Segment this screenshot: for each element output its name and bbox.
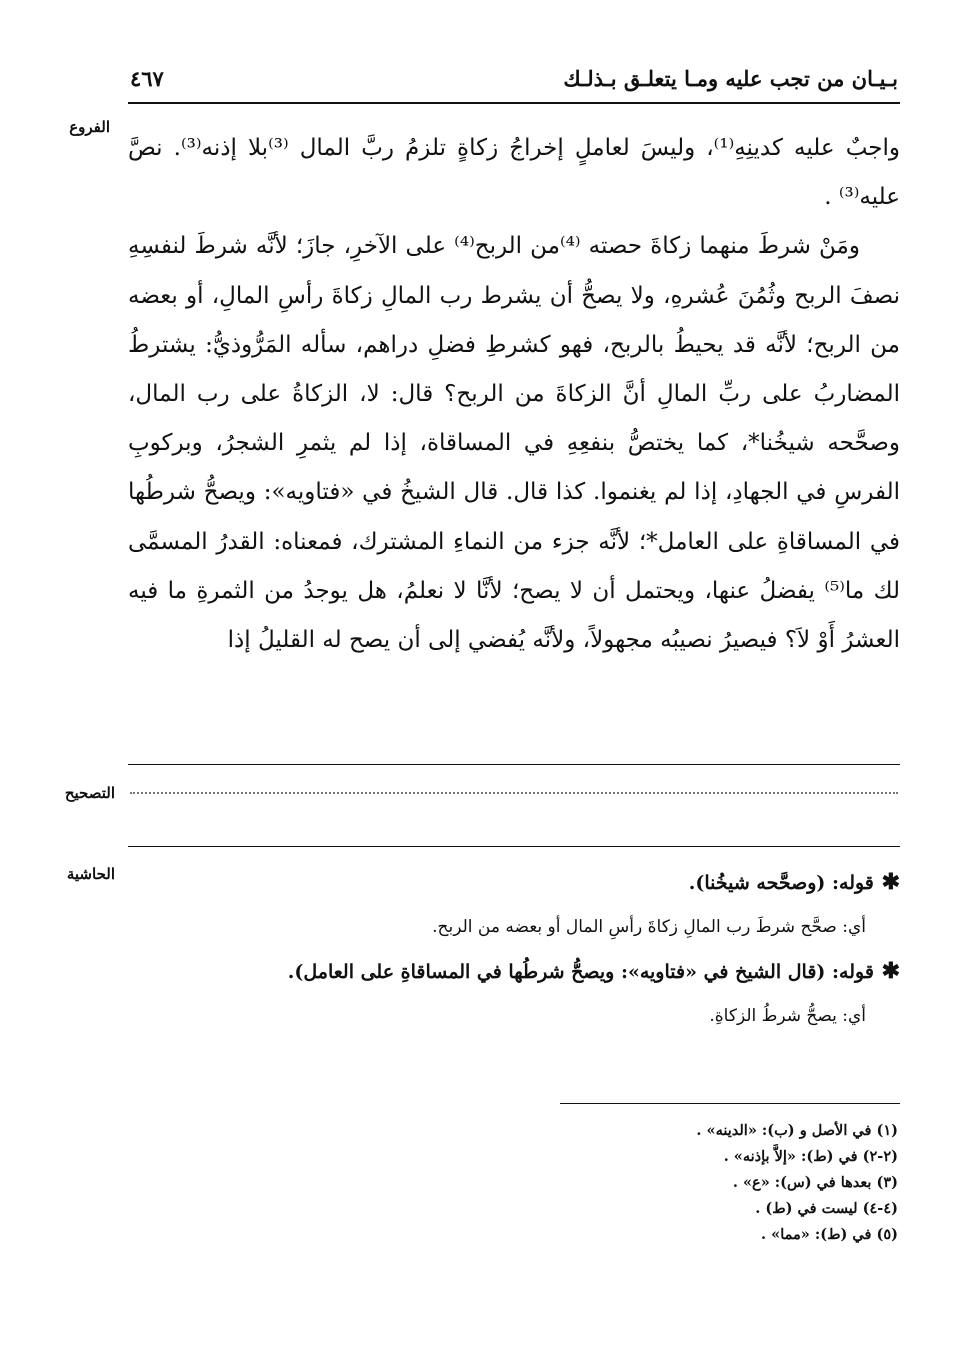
margin-note-head-text: قوله: (قال الشيخ في «فتاويه»: ويصحُّ شرطُها في المساقاةِ على العامل). [287,961,874,983]
margin-note-explain: أي: يصحُّ شرطُ الزكاةِ. [709,1006,866,1026]
margin-note-head-text: قوله: (وصحَّحه شيخُنا). [688,872,874,894]
footnote-rule [560,1103,900,1104]
correction-top-rule [128,764,900,765]
asterisk-icon: ✱ [873,958,900,984]
margin-notes [128,868,900,1046]
side-label-margin: الحاشية [66,865,115,883]
correction-dotted-line [130,792,898,794]
correction-bottom-rule [128,846,900,847]
footnote-item: (٤-٤) ليست في (ط) . [755,1200,898,1217]
footnote-item: (٥) في (ط): «مما» . [761,1226,898,1243]
margin-note-head [128,868,900,897]
running-title: بـيـان من تجب عليه ومـا يتعلـق بـذلـك [563,65,898,91]
margin-note-explain: أي: صحَّح شرطَ رب المالِ زكاةَ رأسِ المال أو بعضه من الربح. [432,917,866,937]
page-header [130,58,898,98]
footnote-item: (٣) بعدها في (س): «ع» . [732,1174,898,1191]
side-label-branches: الفروع [69,118,110,136]
side-label-correction: التصحيح [64,784,115,802]
page-number: ٤٦٧ [130,65,164,91]
asterisk-icon: ✱ [873,869,900,895]
footnote-item: (١) في الأصل و (ب): «الدينه» . [696,1122,898,1139]
header-rule [128,102,900,104]
footnote-item: (٢-٢) في (ط): «إلاَّ بإذنه» . [723,1148,898,1165]
margin-note-head [128,957,900,986]
main-paragraph-1: واجبٌ عليه كدينِهِ⁽¹⁾، وليسَ لعاملٍ إخراجُ زكاةٍ تلزمُ ربَّ المال ⁽³⁾بلا إذنه⁽³⁾. نصَّ عليه⁽³⁾ . [128,135,900,211]
main-paragraph-2: ومَنْ شرطَ منهما زكاةَ حصته ⁽⁴⁾من الربح⁽⁴⁾ على الآخرِ، جازَ؛ لأنَّه شرطَ لنفسِهِ نصفَ الربح وثُمُنَ عُشرهِ، ولا يصحُّ أن يشرط رب المالِ زكاةَ رأسِ المالِ، أو بعضه من الربح؛ لأنَّه قد يحيطُ بالربح، فهو كشرطِ فضلِ دراهم، سأله المَرُّوذيُّ: يشترطُ المضاربُ على ربِّ المالِ أنَّ الزكاةَ من الربح؟ قال: لا، الزكاةُ على رب المال، وصحَّحه شيخُنا*، كما يختصُّ بنفعِهِ في المساقاة، إذا لم يثمرِ الشجرُ، وبركوبِ الفرسِ في الجهادِ، إذا لم يغنموا. كذا قال. قال الشيخُ في «فتاويه»: ويصحُّ شرطُها في المساقاةِ على العامل*؛ لأنَّه جزء من النماءِ المشترك، فمعناه: القدرُ المسمَّى لك ما⁽⁵⁾ يفضلُ عنها، ويحتمل أن لا يصح؛ لأنَّا لا نعلمُ، هل يوجدُ من الثمرةِ ما فيه العشرُ أَوْ لاَ؟ فيصيرُ نصيبُه مجهولاً، ولأنَّه يُفضي إلى أن يصح له القليلُ إذا [128,233,900,654]
main-text [128,124,900,665]
footnotes [540,1118,898,1248]
